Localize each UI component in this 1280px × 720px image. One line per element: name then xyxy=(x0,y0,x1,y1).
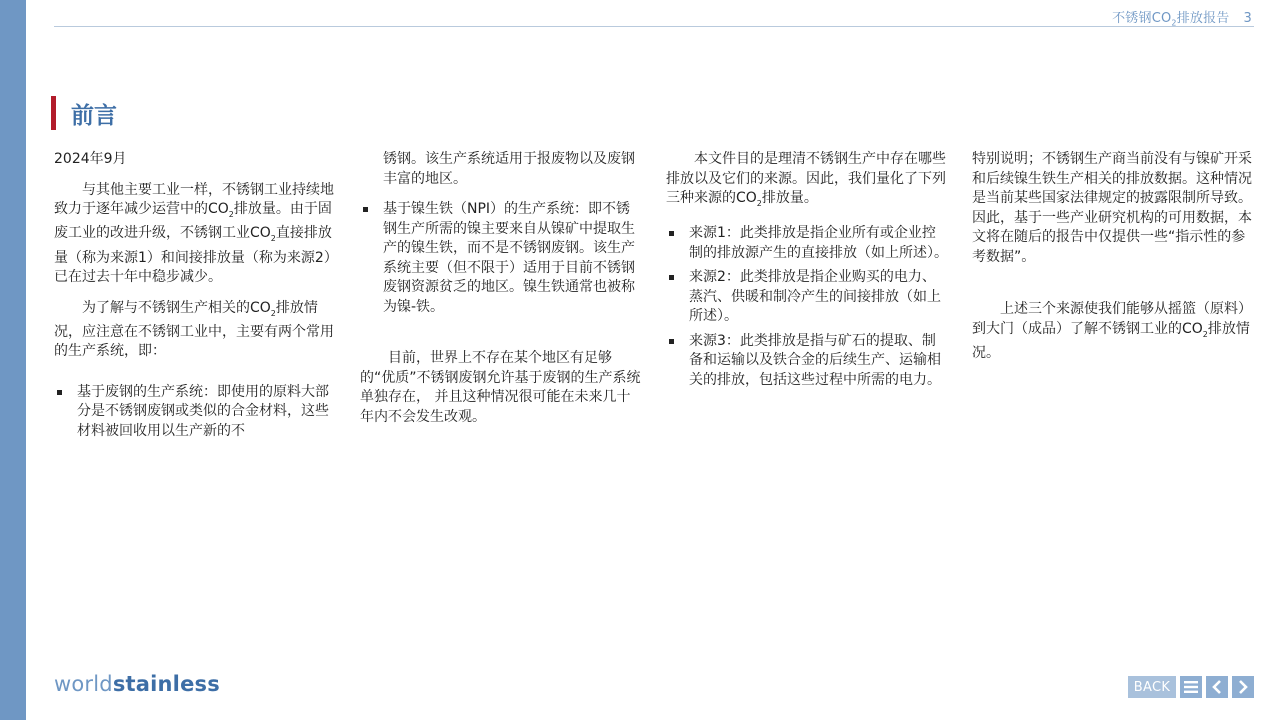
bullet-list xyxy=(360,200,642,317)
list-item: 来源1：此类排放是指企业所有或企业控制的排放源产生的直接排放（如上所述）。 xyxy=(666,224,948,263)
header-divider xyxy=(54,26,1254,27)
paragraph: 与其他主要工业一样，不锈钢工业持续地致力于逐年减少运营中的$CO_2$排放量。由于固废工业的改进升级，不锈钢工业$CO_2$直接排放量（称为来源1）和间接排放量（称为来源2）已在过去十年中稳步减少。 xyxy=(54,181,334,286)
paragraph: 上述三个来源使我们能够从摇篮（原料）到大门（成品）了解不锈钢工业的$CO_2$排放情况。 xyxy=(972,301,1252,361)
menu-icon xyxy=(1184,681,1198,693)
next-page-button[interactable] xyxy=(1232,676,1254,698)
paragraph: 本文件目的是理清不锈钢生产中存在哪些排放以及它们的来源。因此，我们量化了下列三种来源的$CO_2$排放量。 xyxy=(666,151,946,208)
section-heading xyxy=(51,96,117,130)
menu-button[interactable] xyxy=(1180,676,1202,698)
list-item: 来源2：此类排放是指企业购买的电力、蒸汽、供暖和制冷产生的间接排放（如上所述）。 xyxy=(666,268,948,327)
bullet-list xyxy=(666,224,948,390)
bullet-list xyxy=(54,383,336,442)
text-column-2 xyxy=(360,150,642,438)
heading-accent xyxy=(51,96,56,130)
navigation-controls xyxy=(1128,676,1254,698)
paragraph: 特别说明；不锈钢生产商当前没有与镍矿开采和后续镍生铁生产相关的排放数据。这种情况是当前某些国家法律规定的披露限制所导致。因此，基于一些产业研究机构的可用数据，本文将在随后的报告中仅提供一些“指示性的参考数据”。 xyxy=(972,151,1252,265)
chevron-right-icon xyxy=(1238,680,1248,694)
page-number: 3 xyxy=(1243,11,1252,26)
back-button[interactable]: BACK xyxy=(1128,676,1176,698)
paragraph: 目前，世界上不存在某个地区有足够的“优质”不锈钢废钢允许基于废钢的生产系统单独存在， 并且这种情况很可能在未来几十年内不会发生改观。 xyxy=(360,350,641,425)
list-item: 基于镍生铁（NPI）的生产系统：即不锈钢生产所需的镍主要来自从镍矿中提取生产的镍生铁，而不是不锈钢废钢。该生产系统主要（但不限于）适用于目前不锈钢废钢资源贫乏的地区。镍生铁通常也被称为镍-铁。 xyxy=(360,200,642,317)
previous-page-button[interactable] xyxy=(1206,676,1228,698)
paragraph: 为了解与不锈钢生产相关的$CO_2$排放情况，应注意在不锈钢工业中，主要有两个常用的生产系统，即： xyxy=(54,299,334,360)
date: 2024年9月 xyxy=(54,151,127,167)
list-item: 基于废钢的生产系统：即使用的原料大部分是不锈钢废钢或类似的合金材料，这些材料被回收用以生产新的不 xyxy=(54,383,336,442)
list-item: 来源3：此类排放是指与矿石的提取、制备和运输以及铁合金的后续生产、运输相关的排放，包括这些过程中所需的电力。 xyxy=(666,332,948,391)
list-continuation: 锈钢。该生产系统适用于报废物以及废钢丰富的地区。 xyxy=(383,151,635,187)
header-title: 不锈钢$CO_2$排放报告 3 xyxy=(1112,11,1252,28)
text-column-4 xyxy=(972,150,1254,374)
side-accent-bar xyxy=(0,0,26,720)
chevron-left-icon xyxy=(1212,680,1222,694)
worldstainless-logo: worldstainless xyxy=(54,672,220,696)
text-column-3 xyxy=(666,150,948,400)
text-column-1 xyxy=(54,150,336,451)
section-title: 前言 xyxy=(71,102,117,129)
